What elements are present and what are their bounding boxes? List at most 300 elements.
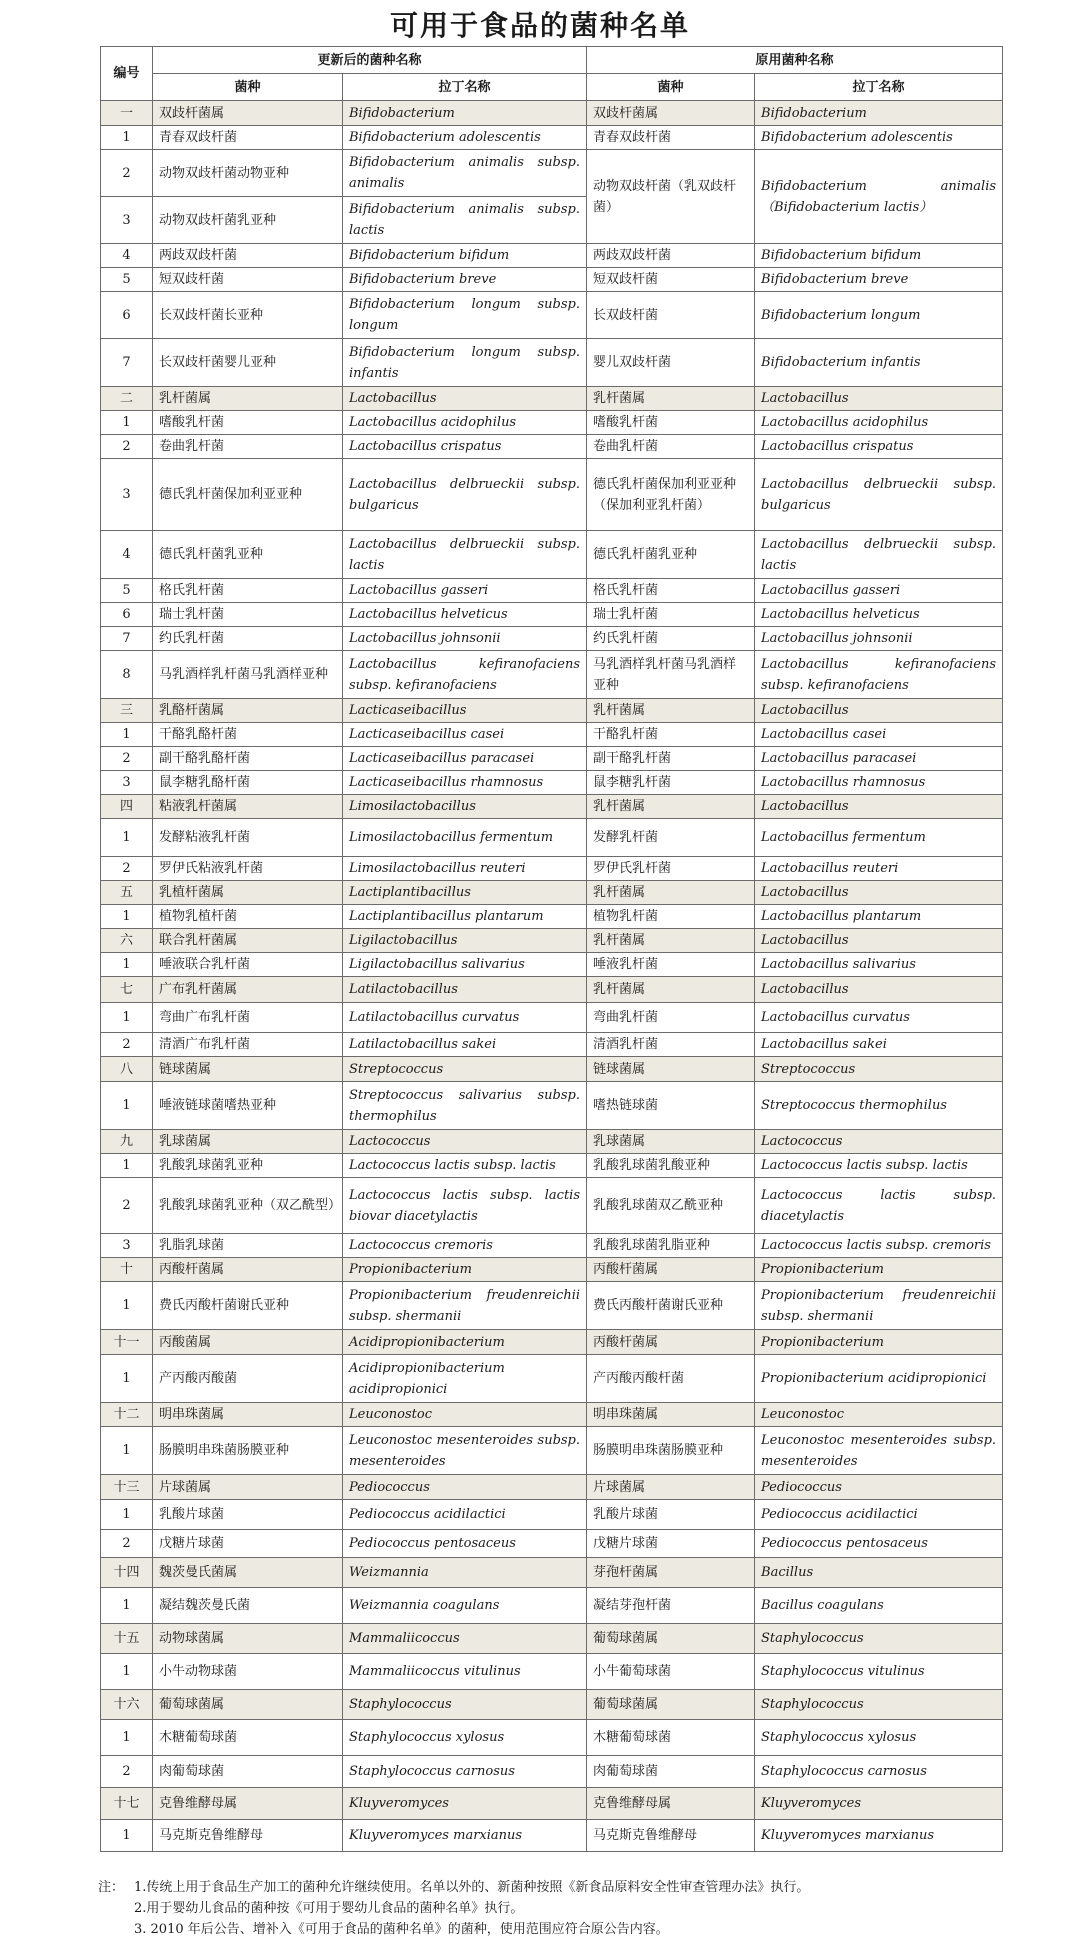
original-latin-name: Propionibacterium freudenreichii subsp. shermanii [755, 1282, 1003, 1330]
original-strain-name: 弯曲乳杆菌 [587, 1003, 755, 1033]
row-number: 1 [101, 905, 153, 929]
original-latin-name: Lactobacillus [755, 387, 1003, 411]
original-latin-name: Bifidobacterium animalis （Bifidobacterium lactis） [755, 150, 1003, 244]
original-latin-name: Pediococcus [755, 1475, 1003, 1500]
original-strain-name: 唾液乳杆菌 [587, 953, 755, 977]
row-number: 2 [101, 1530, 153, 1558]
row-number: 六 [101, 929, 153, 953]
original-strain-name: 乳杆菌属 [587, 387, 755, 411]
original-latin-name: Propionibacterium acidipropionici [755, 1355, 1003, 1403]
original-strain-name: 格氏乳杆菌 [587, 579, 755, 603]
updated-strain-name: 乳脂乳球菌 [153, 1234, 343, 1258]
header-original-group: 原用菌种名称 [587, 47, 1003, 74]
updated-strain-name: 乳酸片球菌 [153, 1500, 343, 1530]
updated-strain-name: 木糖葡萄球菌 [153, 1720, 343, 1756]
original-strain-name: 马乳酒样乳杆菌马乳酒样亚种 [587, 651, 755, 699]
genus-row [101, 1403, 1003, 1427]
table-row [101, 126, 1003, 150]
row-number: 一 [101, 101, 153, 126]
row-number: 2 [101, 747, 153, 771]
original-latin-name: Staphylococcus [755, 1624, 1003, 1654]
header-updated-strain: 菌种 [153, 74, 343, 101]
table-row [101, 435, 1003, 459]
original-latin-name: Leuconostoc [755, 1403, 1003, 1427]
original-strain-name: 丙酸杆菌属 [587, 1330, 755, 1355]
updated-latin-name: Staphylococcus xylosus [343, 1720, 587, 1756]
original-latin-name: Kluyveromyces [755, 1788, 1003, 1820]
table-row [101, 1427, 1003, 1475]
row-number: 2 [101, 1033, 153, 1057]
updated-latin-name: Limosilactobacillus reuteri [343, 857, 587, 881]
original-strain-name: 乳酸乳球菌双乙酰亚种 [587, 1178, 755, 1234]
original-latin-name: Lactobacillus [755, 699, 1003, 723]
updated-strain-name: 青春双歧杆菌 [153, 126, 343, 150]
original-latin-name: Pediococcus pentosaceus [755, 1530, 1003, 1558]
original-strain-name: 双歧杆菌属 [587, 101, 755, 126]
updated-latin-name: Lacticaseibacillus [343, 699, 587, 723]
original-latin-name: Lactobacillus fermentum [755, 819, 1003, 857]
row-number: 三 [101, 699, 153, 723]
row-number: 1 [101, 1588, 153, 1624]
original-strain-name: 罗伊氏乳杆菌 [587, 857, 755, 881]
row-number: 七 [101, 977, 153, 1003]
original-latin-name: Lactobacillus reuteri [755, 857, 1003, 881]
original-strain-name: 德氏乳杆菌保加利亚亚种（保加利亚乳杆菌） [587, 459, 755, 531]
original-latin-name: Lactobacillus delbrueckii subsp. lactis [755, 531, 1003, 579]
updated-latin-name: Lactobacillus kefiranofaciens subsp. kefiranofaciens [343, 651, 587, 699]
row-number: 八 [101, 1057, 153, 1082]
updated-strain-name: 副干酪乳酪杆菌 [153, 747, 343, 771]
original-latin-name: Propionibacterium [755, 1330, 1003, 1355]
table-row [101, 459, 1003, 531]
updated-latin-name: Bifidobacterium longum subsp. infantis [343, 339, 587, 387]
updated-strain-name: 乳酪杆菌属 [153, 699, 343, 723]
updated-latin-name: Weizmannia coagulans [343, 1588, 587, 1624]
table-row [101, 771, 1003, 795]
original-strain-name: 约氏乳杆菌 [587, 627, 755, 651]
row-number: 1 [101, 126, 153, 150]
updated-latin-name: Lactobacillus helveticus [343, 603, 587, 627]
table-row [101, 1720, 1003, 1756]
updated-strain-name: 片球菌属 [153, 1475, 343, 1500]
original-latin-name: Lactobacillus salivarius [755, 953, 1003, 977]
row-number: 十六 [101, 1690, 153, 1720]
updated-latin-name: Lactobacillus johnsonii [343, 627, 587, 651]
original-latin-name: Lactobacillus helveticus [755, 603, 1003, 627]
row-number: 十三 [101, 1475, 153, 1500]
table-row [101, 1082, 1003, 1130]
original-latin-name: Lactobacillus [755, 881, 1003, 905]
updated-latin-name: Lactiplantibacillus [343, 881, 587, 905]
updated-latin-name: Lactococcus cremoris [343, 1234, 587, 1258]
original-strain-name: 清酒乳杆菌 [587, 1033, 755, 1057]
updated-latin-name: Latilactobacillus sakei [343, 1033, 587, 1057]
table-row [101, 1654, 1003, 1690]
table-row [101, 1355, 1003, 1403]
original-latin-name: Bifidobacterium adolescentis [755, 126, 1003, 150]
updated-latin-name: Streptococcus [343, 1057, 587, 1082]
updated-latin-name: Bifidobacterium adolescentis [343, 126, 587, 150]
updated-strain-name: 产丙酸丙酸菌 [153, 1355, 343, 1403]
original-latin-name: Lactobacillus [755, 977, 1003, 1003]
updated-latin-name: Lactiplantibacillus plantarum [343, 905, 587, 929]
updated-strain-name: 联合乳杆菌属 [153, 929, 343, 953]
table-row [101, 1154, 1003, 1178]
updated-strain-name: 嗜酸乳杆菌 [153, 411, 343, 435]
updated-strain-name: 小牛动物球菌 [153, 1654, 343, 1690]
updated-latin-name: Bifidobacterium breve [343, 268, 587, 292]
updated-latin-name: Kluyveromyces marxianus [343, 1820, 587, 1852]
table-row [101, 1282, 1003, 1330]
updated-strain-name: 唾液链球菌嗜热亚种 [153, 1082, 343, 1130]
notes-prefix: 注： [98, 1880, 125, 1895]
original-strain-name: 木糖葡萄球菌 [587, 1720, 755, 1756]
updated-strain-name: 清酒广布乳杆菌 [153, 1033, 343, 1057]
table-row [101, 723, 1003, 747]
original-strain-name: 乳杆菌属 [587, 795, 755, 819]
original-strain-name: 费氏丙酸杆菌谢氏亚种 [587, 1282, 755, 1330]
header-row-groups [101, 47, 1003, 74]
updated-strain-name: 唾液联合乳杆菌 [153, 953, 343, 977]
row-number: 四 [101, 795, 153, 819]
row-number: 1 [101, 1082, 153, 1130]
original-strain-name: 卷曲乳杆菌 [587, 435, 755, 459]
updated-strain-name: 罗伊氏粘液乳杆菌 [153, 857, 343, 881]
updated-strain-name: 费氏丙酸杆菌谢氏亚种 [153, 1282, 343, 1330]
row-number: 4 [101, 244, 153, 268]
original-latin-name: Bifidobacterium [755, 101, 1003, 126]
genus-row [101, 699, 1003, 723]
genus-row [101, 1624, 1003, 1654]
original-strain-name: 凝结芽孢杆菌 [587, 1588, 755, 1624]
row-number: 3 [101, 1234, 153, 1258]
updated-latin-name: Bifidobacterium [343, 101, 587, 126]
updated-latin-name: Latilactobacillus curvatus [343, 1003, 587, 1033]
row-number: 1 [101, 411, 153, 435]
updated-strain-name: 粘液乳杆菌属 [153, 795, 343, 819]
original-strain-name: 副干酪乳杆菌 [587, 747, 755, 771]
table-row [101, 150, 1003, 197]
updated-latin-name: Lactococcus lactis subsp. lactis biovar diacetylactis [343, 1178, 587, 1234]
updated-strain-name: 乳球菌属 [153, 1130, 343, 1154]
updated-strain-name: 乳酸乳球菌乳亚种（双乙酰型） [153, 1178, 343, 1234]
row-number: 1 [101, 1282, 153, 1330]
strain-table [100, 46, 1003, 1852]
original-strain-name: 嗜酸乳杆菌 [587, 411, 755, 435]
page-title: 可用于食品的菌种名单 [389, 9, 690, 42]
updated-latin-name: Mammaliicoccus [343, 1624, 587, 1654]
original-strain-name: 芽孢杆菌属 [587, 1558, 755, 1588]
row-number: 二 [101, 387, 153, 411]
table-row [101, 857, 1003, 881]
updated-strain-name: 干酪乳酪杆菌 [153, 723, 343, 747]
updated-strain-name: 戊糖片球菌 [153, 1530, 343, 1558]
genus-row [101, 1788, 1003, 1820]
table-row [101, 651, 1003, 699]
table-row [101, 819, 1003, 857]
original-strain-name: 乳杆菌属 [587, 699, 755, 723]
table-row [101, 1178, 1003, 1234]
table-row [101, 1820, 1003, 1852]
original-strain-name: 丙酸杆菌属 [587, 1258, 755, 1282]
updated-latin-name: Bifidobacterium longum subsp. longum [343, 292, 587, 339]
header-original-strain: 菌种 [587, 74, 755, 101]
updated-strain-name: 克鲁维酵母属 [153, 1788, 343, 1820]
original-latin-name: Bifidobacterium infantis [755, 339, 1003, 387]
row-number: 十 [101, 1258, 153, 1282]
updated-latin-name: Pediococcus pentosaceus [343, 1530, 587, 1558]
original-strain-name: 青春双歧杆菌 [587, 126, 755, 150]
updated-strain-name: 双歧杆菌属 [153, 101, 343, 126]
original-latin-name: Lactobacillus rhamnosus [755, 771, 1003, 795]
genus-row [101, 929, 1003, 953]
row-number: 5 [101, 579, 153, 603]
original-latin-name: Staphylococcus xylosus [755, 1720, 1003, 1756]
original-latin-name: Propionibacterium [755, 1258, 1003, 1282]
original-latin-name: Bifidobacterium longum [755, 292, 1003, 339]
updated-latin-name: Leuconostoc mesenteroides subsp. mesenteroides [343, 1427, 587, 1475]
row-number: 5 [101, 268, 153, 292]
original-strain-name: 肠膜明串珠菌肠膜亚种 [587, 1427, 755, 1475]
updated-strain-name: 马乳酒样乳杆菌马乳酒样亚种 [153, 651, 343, 699]
note-text: 2.用于婴幼儿食品的菌种按《可用于婴幼儿食品的菌种名单》执行。 [134, 1901, 524, 1916]
genus-row [101, 1690, 1003, 1720]
updated-strain-name: 格氏乳杆菌 [153, 579, 343, 603]
original-latin-name: Leuconostoc mesenteroides subsp. mesenteroides [755, 1427, 1003, 1475]
updated-strain-name: 鼠李糖乳酪杆菌 [153, 771, 343, 795]
updated-latin-name: Ligilactobacillus [343, 929, 587, 953]
note-text: 1.传统上用于食品生产加工的菌种允许继续使用。名单以外的、新菌种按照《新食品原料安全性审查管理办法》执行。 [134, 1880, 810, 1895]
table-row [101, 1500, 1003, 1530]
header-updated-latin: 拉丁名称 [343, 74, 587, 101]
updated-strain-name: 肉葡萄球菌 [153, 1756, 343, 1788]
updated-strain-name: 动物球菌属 [153, 1624, 343, 1654]
note-line [98, 1877, 998, 1898]
original-strain-name: 乳酸片球菌 [587, 1500, 755, 1530]
row-number: 1 [101, 1355, 153, 1403]
original-strain-name: 发酵乳杆菌 [587, 819, 755, 857]
updated-latin-name: Lacticaseibacillus casei [343, 723, 587, 747]
updated-latin-name: Mammaliicoccus vitulinus [343, 1654, 587, 1690]
row-number: 4 [101, 531, 153, 579]
genus-row [101, 101, 1003, 126]
row-number: 2 [101, 435, 153, 459]
updated-latin-name: Kluyveromyces [343, 1788, 587, 1820]
original-strain-name: 产丙酸丙酸杆菌 [587, 1355, 755, 1403]
row-number: 十四 [101, 1558, 153, 1588]
updated-latin-name: Weizmannia [343, 1558, 587, 1588]
updated-latin-name: Latilactobacillus [343, 977, 587, 1003]
original-strain-name: 动物双歧杆菌（乳双歧杆菌） [587, 150, 755, 244]
updated-strain-name: 德氏乳杆菌乳亚种 [153, 531, 343, 579]
updated-latin-name: Streptococcus salivarius subsp. thermophilus [343, 1082, 587, 1130]
row-number: 8 [101, 651, 153, 699]
table-row [101, 339, 1003, 387]
updated-strain-name: 动物双歧杆菌乳亚种 [153, 197, 343, 244]
row-number: 1 [101, 1820, 153, 1852]
row-number: 7 [101, 339, 153, 387]
row-number: 1 [101, 953, 153, 977]
table-row [101, 747, 1003, 771]
table-row [101, 1588, 1003, 1624]
updated-strain-name: 马克斯克鲁维酵母 [153, 1820, 343, 1852]
original-strain-name: 两歧双歧杆菌 [587, 244, 755, 268]
row-number: 3 [101, 459, 153, 531]
updated-latin-name: Bifidobacterium bifidum [343, 244, 587, 268]
updated-latin-name: Lacticaseibacillus rhamnosus [343, 771, 587, 795]
original-latin-name: Staphylococcus carnosus [755, 1756, 1003, 1788]
table-row [101, 411, 1003, 435]
updated-strain-name: 动物双歧杆菌动物亚种 [153, 150, 343, 197]
original-latin-name: Lactobacillus acidophilus [755, 411, 1003, 435]
original-latin-name: Lactococcus [755, 1130, 1003, 1154]
original-latin-name: Lactobacillus paracasei [755, 747, 1003, 771]
updated-strain-name: 广布乳杆菌属 [153, 977, 343, 1003]
original-latin-name: Lactobacillus johnsonii [755, 627, 1003, 651]
updated-strain-name: 长双歧杆菌婴儿亚种 [153, 339, 343, 387]
updated-strain-name: 约氏乳杆菌 [153, 627, 343, 651]
row-number: 1 [101, 1427, 153, 1475]
updated-strain-name: 丙酸杆菌属 [153, 1258, 343, 1282]
original-latin-name: Lactobacillus curvatus [755, 1003, 1003, 1033]
original-latin-name: Lactococcus lactis subsp. diacetylactis [755, 1178, 1003, 1234]
table-row [101, 1756, 1003, 1788]
original-strain-name: 乳酸乳球菌乳酸亚种 [587, 1154, 755, 1178]
updated-latin-name: Bifidobacterium animalis subsp. animalis [343, 150, 587, 197]
original-strain-name: 长双歧杆菌 [587, 292, 755, 339]
row-number: 6 [101, 292, 153, 339]
table-row [101, 268, 1003, 292]
row-number: 十一 [101, 1330, 153, 1355]
updated-latin-name: Acidipropionibacterium acidipropionici [343, 1355, 587, 1403]
row-number: 十五 [101, 1624, 153, 1654]
updated-strain-name: 乳植杆菌属 [153, 881, 343, 905]
genus-row [101, 795, 1003, 819]
row-number: 五 [101, 881, 153, 905]
row-number: 1 [101, 1720, 153, 1756]
updated-latin-name: Lactobacillus acidophilus [343, 411, 587, 435]
original-latin-name: Bacillus coagulans [755, 1588, 1003, 1624]
updated-strain-name: 两歧双歧杆菌 [153, 244, 343, 268]
updated-latin-name: Propionibacterium [343, 1258, 587, 1282]
updated-latin-name: Propionibacterium freudenreichii subsp. shermanii [343, 1282, 587, 1330]
original-latin-name: Lactobacillus [755, 929, 1003, 953]
row-number: 2 [101, 150, 153, 197]
updated-latin-name: Lactobacillus [343, 387, 587, 411]
updated-strain-name: 长双歧杆菌长亚种 [153, 292, 343, 339]
original-latin-name: Lactobacillus plantarum [755, 905, 1003, 929]
table-row [101, 244, 1003, 268]
updated-strain-name: 乳杆菌属 [153, 387, 343, 411]
updated-latin-name: Ligilactobacillus salivarius [343, 953, 587, 977]
updated-strain-name: 卷曲乳杆菌 [153, 435, 343, 459]
table-row [101, 905, 1003, 929]
row-number: 十二 [101, 1403, 153, 1427]
table-row [101, 531, 1003, 579]
row-number: 十七 [101, 1788, 153, 1820]
original-strain-name: 肉葡萄球菌 [587, 1756, 755, 1788]
table-row [101, 1033, 1003, 1057]
updated-strain-name: 乳酸乳球菌乳亚种 [153, 1154, 343, 1178]
original-latin-name: Staphylococcus vitulinus [755, 1654, 1003, 1690]
table-row [101, 1530, 1003, 1558]
original-strain-name: 乳球菌属 [587, 1130, 755, 1154]
updated-latin-name: Limosilactobacillus [343, 795, 587, 819]
original-latin-name: Lactobacillus crispatus [755, 435, 1003, 459]
original-strain-name: 葡萄球菌属 [587, 1690, 755, 1720]
updated-strain-name: 丙酸菌属 [153, 1330, 343, 1355]
updated-strain-name: 肠膜明串珠菌肠膜亚种 [153, 1427, 343, 1475]
original-strain-name: 片球菌属 [587, 1475, 755, 1500]
row-number: 3 [101, 197, 153, 244]
original-latin-name: Bacillus [755, 1558, 1003, 1588]
header-updated-group: 更新后的菌种名称 [153, 47, 587, 74]
updated-latin-name: Pediococcus acidilactici [343, 1500, 587, 1530]
note-line [98, 1898, 998, 1919]
header-num: 编号 [101, 47, 153, 101]
original-latin-name: Lactobacillus delbrueckii subsp. bulgaricus [755, 459, 1003, 531]
row-number: 1 [101, 819, 153, 857]
original-latin-name: Lactobacillus sakei [755, 1033, 1003, 1057]
updated-strain-name: 葡萄球菌属 [153, 1690, 343, 1720]
genus-row [101, 1475, 1003, 1500]
original-strain-name: 德氏乳杆菌乳亚种 [587, 531, 755, 579]
updated-latin-name: Limosilactobacillus fermentum [343, 819, 587, 857]
genus-row [101, 881, 1003, 905]
genus-row [101, 1330, 1003, 1355]
note-text: 3. 2010 年后公告、增补入《可用于食品的菌种名单》的菌种，使用范围应符合原公告内容。 [134, 1922, 669, 1937]
updated-latin-name: Lacticaseibacillus paracasei [343, 747, 587, 771]
updated-latin-name: Pediococcus [343, 1475, 587, 1500]
row-number: 1 [101, 1154, 153, 1178]
row-number: 2 [101, 857, 153, 881]
header-original-latin: 拉丁名称 [755, 74, 1003, 101]
updated-latin-name: Leuconostoc [343, 1403, 587, 1427]
note-line [98, 1919, 998, 1940]
original-latin-name: Bifidobacterium breve [755, 268, 1003, 292]
table-row [101, 1234, 1003, 1258]
updated-latin-name: Bifidobacterium animalis subsp. lactis [343, 197, 587, 244]
original-strain-name: 乳酸乳球菌乳脂亚种 [587, 1234, 755, 1258]
original-strain-name: 葡萄球菌属 [587, 1624, 755, 1654]
row-number: 3 [101, 771, 153, 795]
original-latin-name: Streptococcus thermophilus [755, 1082, 1003, 1130]
header-row-columns [101, 74, 1003, 101]
original-strain-name: 鼠李糖乳杆菌 [587, 771, 755, 795]
updated-strain-name: 发酵粘液乳杆菌 [153, 819, 343, 857]
updated-strain-name: 魏茨曼氏菌属 [153, 1558, 343, 1588]
table-row [101, 579, 1003, 603]
updated-strain-name: 明串珠菌属 [153, 1403, 343, 1427]
table-row [101, 627, 1003, 651]
original-strain-name: 短双歧杆菌 [587, 268, 755, 292]
original-latin-name: Lactobacillus casei [755, 723, 1003, 747]
original-strain-name: 乳杆菌属 [587, 977, 755, 1003]
original-latin-name: Lactobacillus gasseri [755, 579, 1003, 603]
table-body [101, 101, 1003, 1852]
table-row [101, 1003, 1003, 1033]
genus-row [101, 1258, 1003, 1282]
table-row [101, 953, 1003, 977]
updated-latin-name: Lactobacillus delbrueckii subsp. lactis [343, 531, 587, 579]
original-latin-name: Kluyveromyces marxianus [755, 1820, 1003, 1852]
original-strain-name: 戊糖片球菌 [587, 1530, 755, 1558]
updated-latin-name: Lactococcus lactis subsp. lactis [343, 1154, 587, 1178]
original-strain-name: 乳杆菌属 [587, 929, 755, 953]
original-latin-name: Lactococcus lactis subsp. cremoris [755, 1234, 1003, 1258]
original-latin-name: Streptococcus [755, 1057, 1003, 1082]
updated-latin-name: Acidipropionibacterium [343, 1330, 587, 1355]
